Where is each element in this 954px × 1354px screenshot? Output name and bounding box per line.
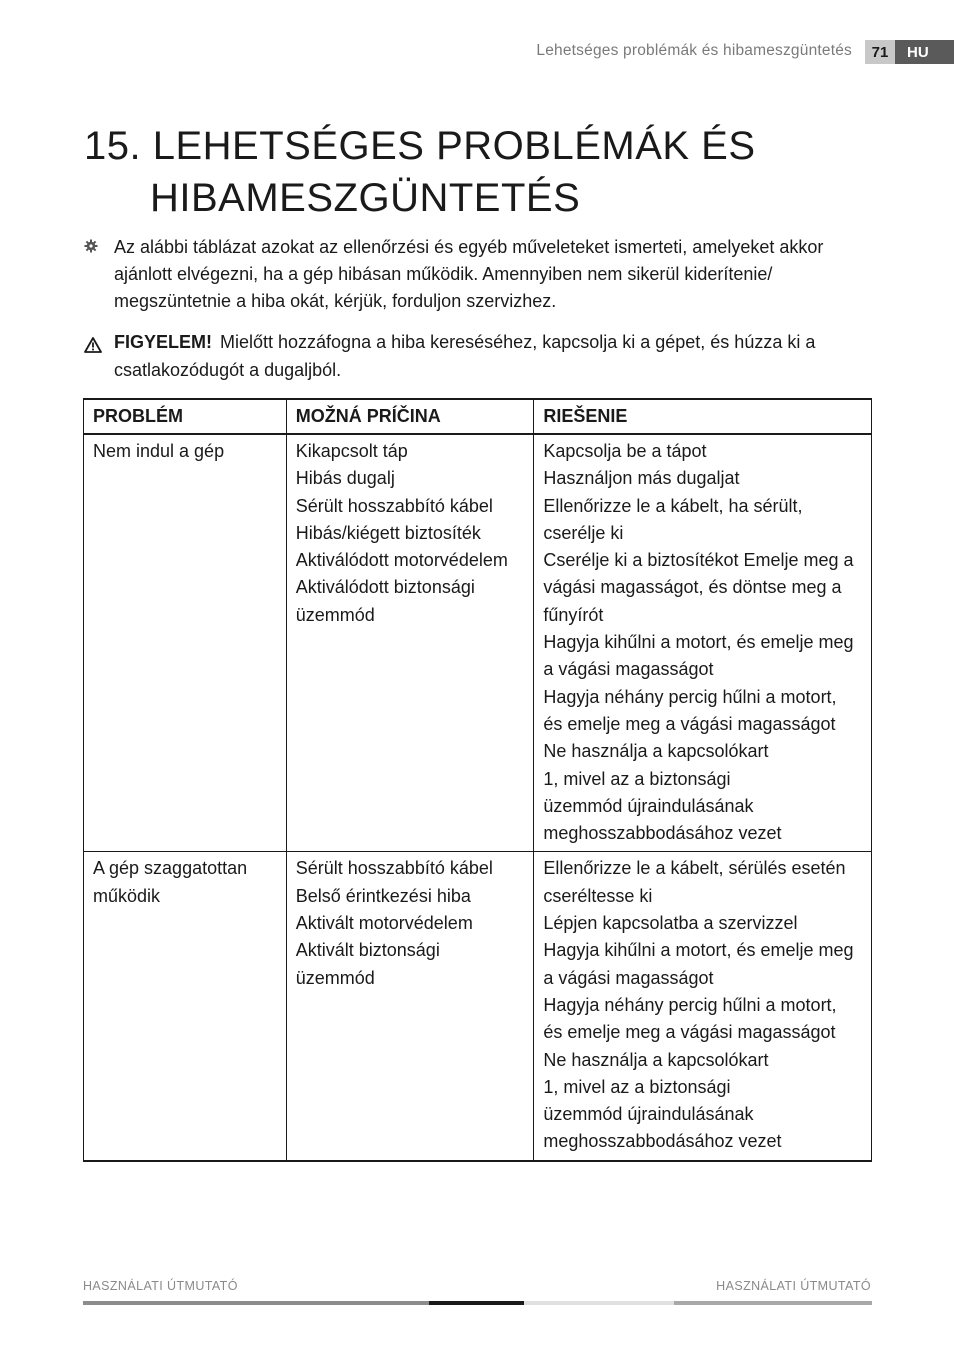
solution-cell bbox=[534, 434, 872, 852]
footer-bar-segment-2 bbox=[429, 1301, 524, 1305]
title-line-2: HIBAMESZGÜNTETÉS bbox=[150, 176, 581, 220]
solution-cell-line: fűnyírót bbox=[543, 604, 604, 625]
footer-right-label: HASZNÁLATI ÚTMUTATÓ bbox=[716, 1279, 871, 1293]
table-row bbox=[84, 852, 872, 1161]
troubleshooting-table bbox=[83, 398, 872, 1162]
solution-cell-line: Használjon más dugaljat bbox=[543, 468, 740, 489]
cause-cell-line: Kikapcsolt táp bbox=[295, 441, 408, 461]
solution-cell-line: Ellenőrizze le a kábelt, sérülés esetén bbox=[543, 858, 846, 879]
running-header-title: Lehetséges problémák és hibameszgüntetés bbox=[536, 42, 852, 59]
solution-cell-line: Cserélje ki a biztosítékot Emelje meg a bbox=[543, 550, 854, 571]
solution-cell-line: meghosszabbodásához vezet bbox=[543, 1131, 782, 1152]
table-header-row bbox=[84, 399, 872, 434]
title-line-1: 15. LEHETSÉGES PROBLÉMÁK ÉS bbox=[84, 124, 756, 168]
cause-cell-line: Sérült hosszabbító kábel bbox=[295, 495, 493, 516]
cause-cell-line: Aktiválódott motorvédelem bbox=[295, 550, 508, 571]
solution-cell-line: Hagyja néhány percig hűlni a motort, bbox=[543, 994, 837, 1015]
solution-cell-line: és emelje meg a vágási magasságot bbox=[543, 713, 836, 734]
cause-cell bbox=[286, 434, 534, 852]
solution-cell bbox=[534, 852, 872, 1161]
solution-cell-line: üzemmód újraindulásának bbox=[543, 1104, 754, 1125]
solution-cell-line: Kapcsolja be a tápot bbox=[543, 441, 707, 461]
solution-cell-line: a vágási magasságot bbox=[543, 967, 714, 988]
solution-cell-line: üzemmód újraindulásának bbox=[543, 795, 754, 816]
warning-notice bbox=[84, 328, 864, 384]
solution-cell-line: Hagyja kihűlni a motort, és emelje meg bbox=[543, 632, 854, 653]
footer-bar-segment-3 bbox=[524, 1301, 674, 1305]
cause-cell-line: Sérült hosszabbító kábel bbox=[295, 858, 493, 879]
cause-cell-line: Hibás/kiégett biztosíték bbox=[295, 522, 481, 543]
cause-cell-line: üzemmód bbox=[295, 967, 375, 988]
column-header-cause: MOŽNÁ PRÍČINA bbox=[286, 399, 534, 434]
cause-cell bbox=[286, 852, 534, 1161]
page-title bbox=[84, 120, 756, 224]
solution-cell-line: Ne használja a kapcsolókart bbox=[543, 1049, 769, 1070]
footer-left-label: HASZNÁLATI ÚTMUTATÓ bbox=[83, 1279, 238, 1293]
solution-cell-line: cserélje ki bbox=[543, 522, 624, 543]
problem-cell-line: A gép szaggatottan bbox=[93, 858, 248, 879]
column-header-problem: PROBLÉM bbox=[84, 399, 287, 434]
footer-bar-segment-4 bbox=[674, 1301, 872, 1305]
cause-cell-line: Aktiválódott biztonsági bbox=[295, 577, 475, 598]
problem-cell-line: működik bbox=[93, 885, 161, 906]
solution-cell-line: Hagyja néhány percig hűlni a motort, bbox=[543, 686, 837, 707]
warning-text: Mielőtt hozzáfogna a hiba kereséséhez, kapcsolja ki a gépet, és húzza ki a csatlakozódugót a dugaljból. bbox=[114, 332, 816, 380]
gear-bullet-icon bbox=[84, 239, 98, 253]
solution-cell-line: cseréltesse ki bbox=[543, 885, 653, 906]
problem-cell bbox=[84, 434, 287, 852]
cause-cell-line: Hibás dugalj bbox=[295, 468, 395, 489]
intro-paragraph bbox=[84, 234, 864, 315]
solution-cell-line: és emelje meg a vágási magasságot bbox=[543, 1022, 836, 1043]
solution-cell-line: 1, mivel az a biztonsági bbox=[543, 1076, 731, 1097]
solution-cell-line: meghosszabbodásához vezet bbox=[543, 823, 782, 844]
problem-cell-line: Nem indul a gép bbox=[93, 441, 225, 461]
solution-cell-line: Lépjen kapcsolatba a szervizzel bbox=[543, 913, 798, 934]
cause-cell-line: Aktivált biztonsági bbox=[295, 940, 440, 961]
column-header-solution: RIEŠENIE bbox=[534, 399, 872, 434]
cause-cell-line: üzemmód bbox=[295, 604, 375, 625]
warning-label: FIGYELEM! bbox=[114, 332, 212, 352]
cause-cell-line: Aktivált motorvédelem bbox=[295, 913, 473, 934]
footer-bar-segment-1 bbox=[83, 1301, 429, 1305]
solution-cell-line: Ne használja a kapcsolókart bbox=[543, 741, 769, 762]
solution-cell-line: Ellenőrizze le a kábelt, ha sérült, bbox=[543, 495, 803, 516]
solution-cell-line: a vágási magasságot bbox=[543, 659, 714, 680]
solution-cell-line: Hagyja kihűlni a motort, és emelje meg bbox=[543, 940, 854, 961]
cause-cell-line: Belső érintkezési hiba bbox=[295, 885, 471, 906]
intro-text: Az alábbi táblázat azokat az ellenőrzési és egyéb műveleteket ismerteti, amelyeket akkor ajánlott elvégezni, ha a gép hibásan működik. Amennyiben nem sikerül kiderítenie/ megszüntetnie a hiba okát, kérjük, forduljon szervizhez. bbox=[114, 237, 824, 311]
warning-triangle-icon bbox=[84, 333, 102, 361]
page-number: 71 bbox=[865, 40, 895, 64]
solution-cell-line: vágási magasságot, és döntse meg a bbox=[543, 577, 842, 598]
table-body bbox=[84, 434, 872, 1161]
problem-cell bbox=[84, 852, 287, 1161]
table-row bbox=[84, 434, 872, 852]
language-badge: HU bbox=[895, 40, 954, 64]
solution-cell-line: 1, mivel az a biztonsági bbox=[543, 768, 731, 789]
